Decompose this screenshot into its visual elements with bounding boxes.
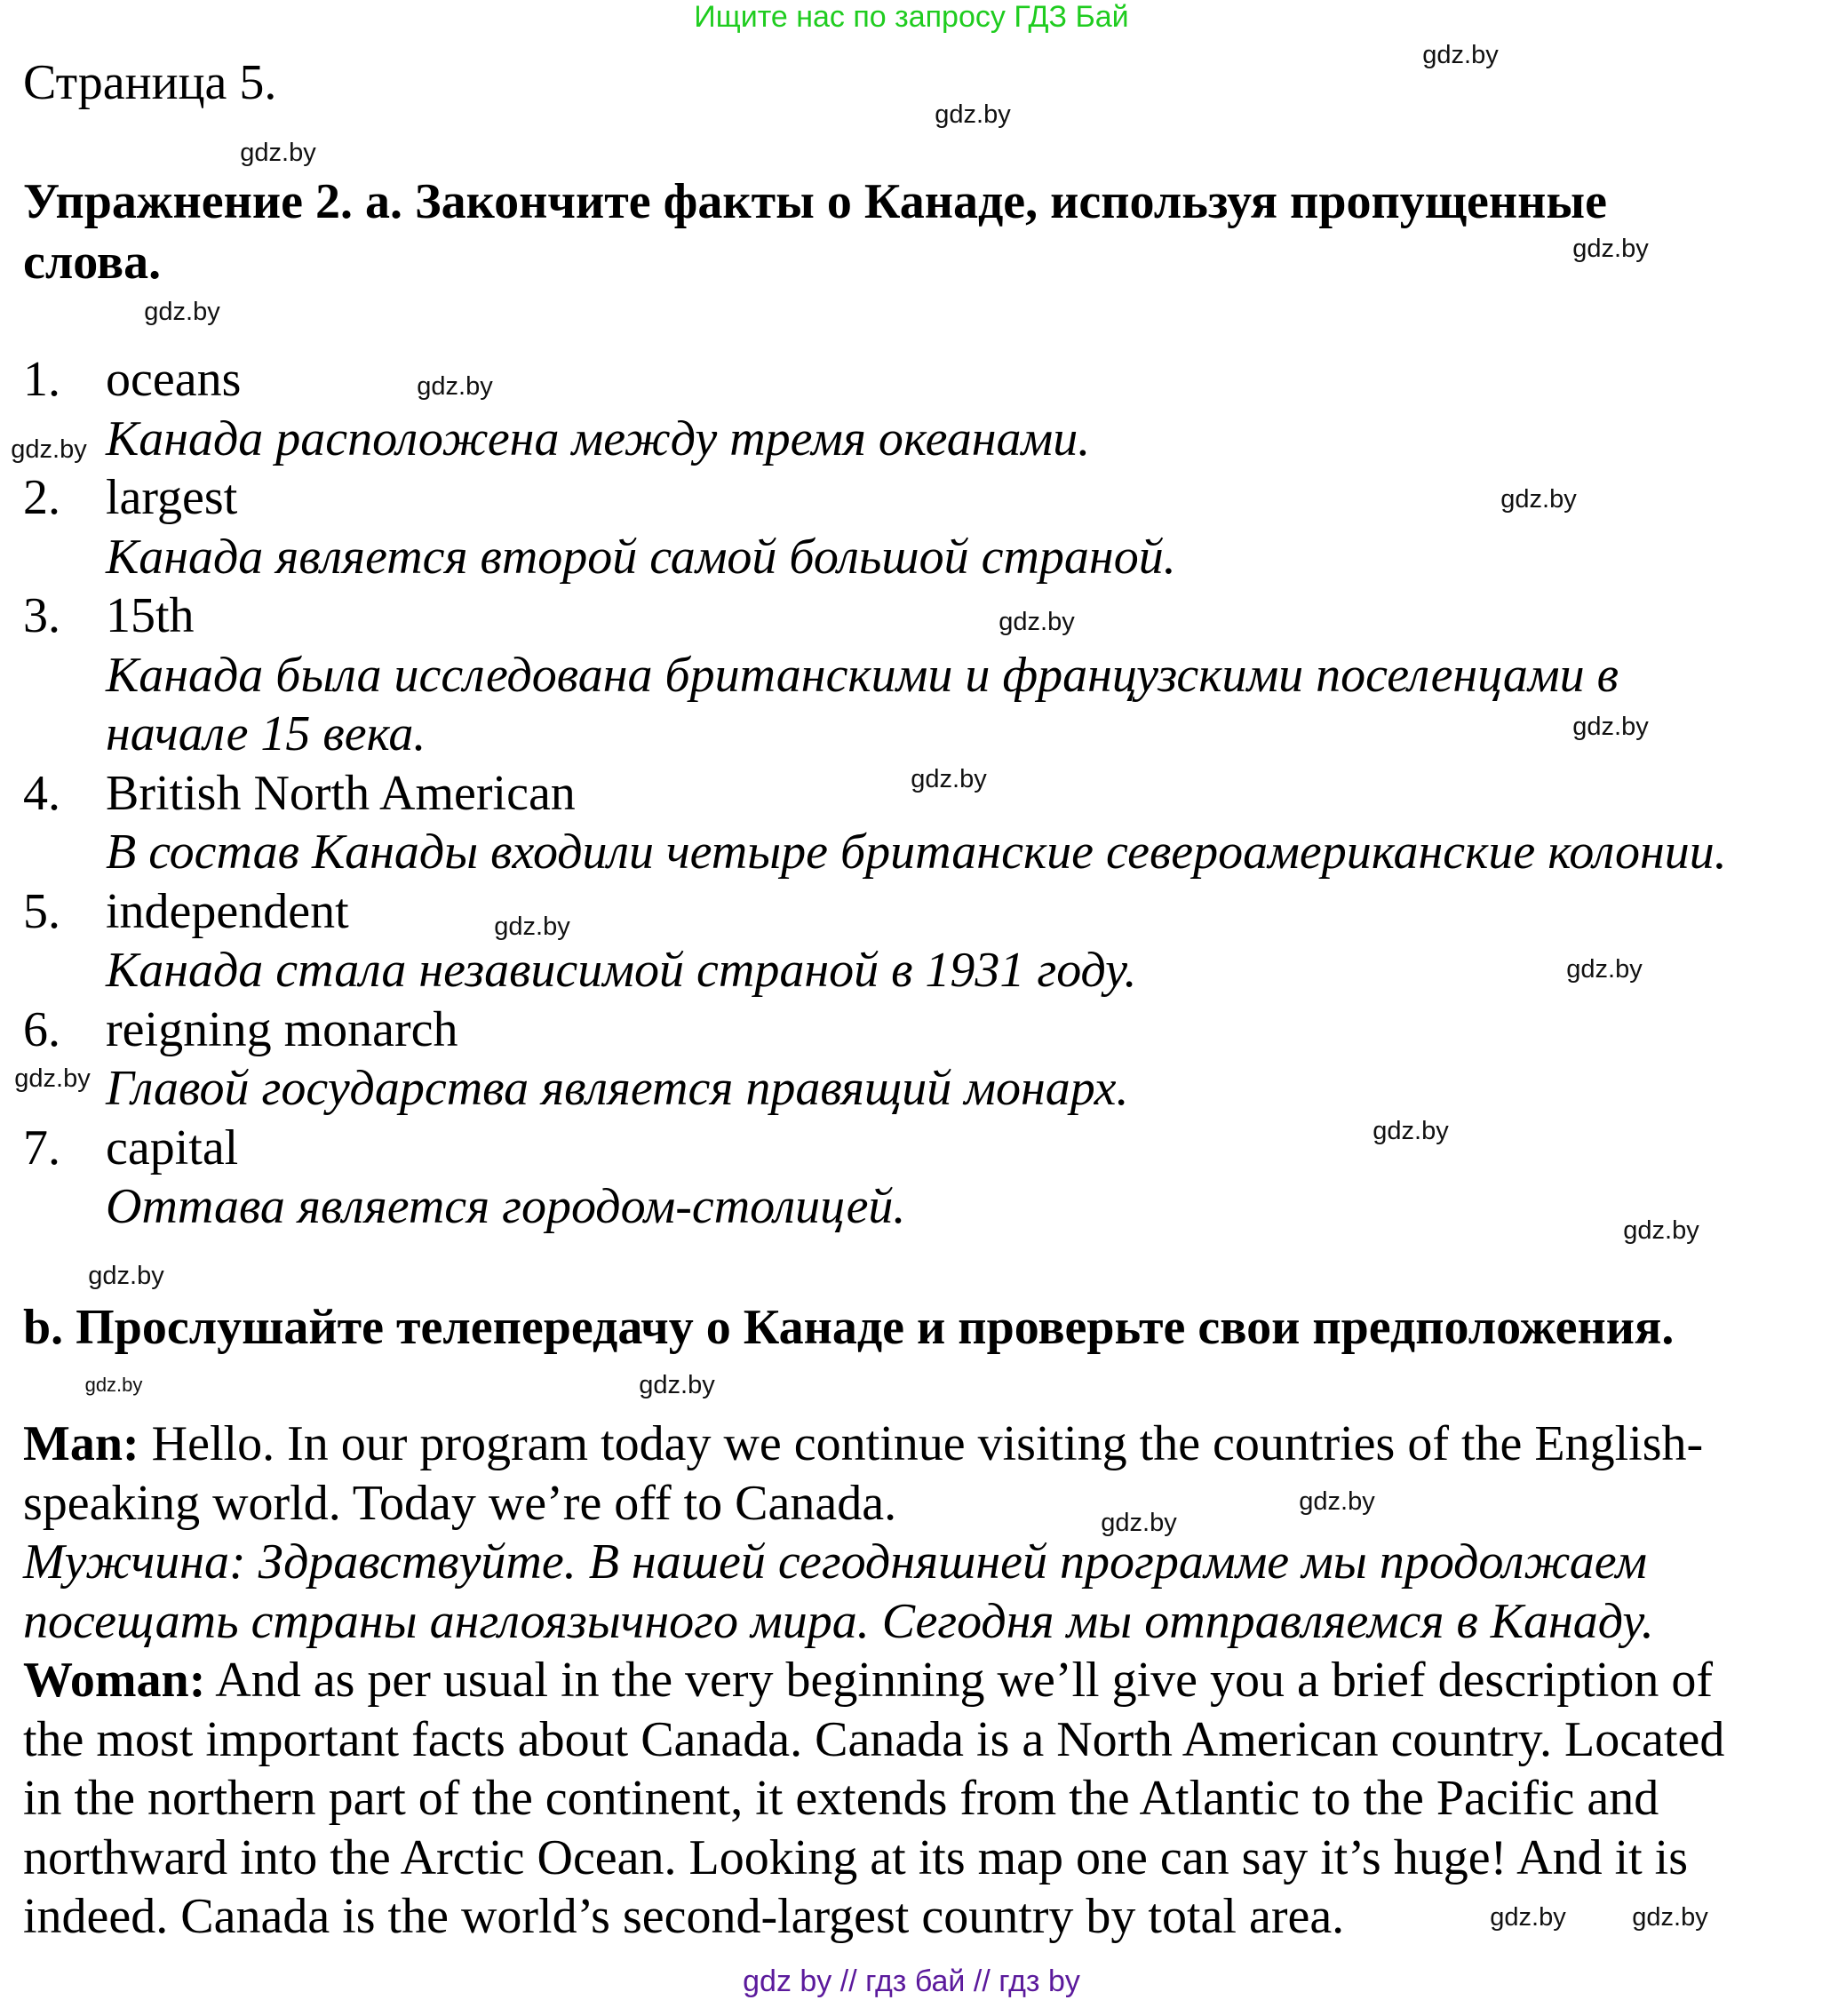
item-answer: independent (106, 883, 349, 939)
dialogue-text: in the northern part of the continent, it extends from the Atlantic to the Pacific and (23, 1771, 1659, 1826)
item-answer: capital (106, 1120, 239, 1175)
dialogue-line (23, 1710, 1724, 1769)
dialogue-line (23, 1829, 1688, 1887)
watermark-text: gdz.by (1101, 1509, 1177, 1537)
item-answer: 15th (106, 588, 195, 643)
watermark-text: gdz.by (240, 139, 316, 167)
dialogue-line (23, 1887, 1344, 1946)
dialogue-text: Hello. In our program today we continue visiting the countries of the English- (139, 1416, 1704, 1471)
dialogue-line (23, 1769, 1659, 1828)
dialogue-text: northward into the Arctic Ocean. Looking at its map one can say it’s huge! And it is (23, 1829, 1689, 1885)
item-number: 1. (23, 352, 60, 407)
item-answer: oceans (106, 352, 242, 407)
watermark-text: gdz.by (1490, 1903, 1566, 1932)
watermark-text: gdz.by (639, 1371, 715, 1399)
item-translation: Канада является второй самой большой страной. (106, 529, 1176, 585)
watermark-text: gdz.by (1299, 1487, 1375, 1516)
dialogue-text: And as per usual in the very beginning we’ll give you a brief description of (205, 1653, 1714, 1708)
item-number: 5. (23, 883, 60, 939)
part-b-title: b. Прослушайте телепередачу о Канаде и проверьте свои предположения. (23, 1300, 1675, 1355)
watermark-text: gdz.by (1623, 1216, 1699, 1245)
watermark-text: gdz.by (911, 765, 987, 793)
dialogue-text: speaking world. Today we’re off to Canada. (23, 1475, 897, 1531)
watermark-text: gdz.by (1572, 235, 1649, 263)
item-answer: largest (106, 470, 238, 525)
dialogue-line (23, 1474, 896, 1533)
list-item (23, 882, 349, 941)
item-number: 4. (23, 765, 60, 821)
item-number: 6. (23, 1001, 60, 1057)
watermark-text: gdz.by (1373, 1117, 1449, 1145)
list-item (23, 468, 237, 527)
search-banner[interactable]: Ищите нас по запросу ГДЗ Бай (694, 0, 1129, 34)
dialogue-line (23, 1414, 1703, 1473)
watermark-text: gdz.by (1632, 1903, 1708, 1932)
watermark-text: gdz.by (494, 912, 570, 941)
item-number: 3. (23, 588, 60, 643)
item-translation: начале 15 века. (106, 706, 426, 761)
watermark-text: gdz.by (417, 372, 493, 401)
dialogue-line (23, 1651, 1713, 1709)
exercise-title-line: Упражнение 2. a. Закончите факты о Канаде, используя пропущенные (23, 174, 1607, 229)
watermark-text: gdz.by (88, 1262, 164, 1290)
item-translation: Главой государства является правящий монарх. (106, 1061, 1129, 1116)
item-answer: reigning monarch (106, 1001, 458, 1057)
speaker-label: Woman: (23, 1653, 206, 1708)
item-translation: Оттава является городом-столицей. (106, 1179, 906, 1234)
watermark-text: gdz.by (144, 298, 220, 326)
watermark-text: gdz.by (999, 608, 1075, 636)
watermark-text: gdz.by (84, 1374, 143, 1396)
item-translation: Канада была исследована британскими и французскими поселенцами в (106, 647, 1619, 703)
watermark-text: gdz.by (1500, 485, 1577, 514)
watermark-text: gdz.by (1566, 955, 1643, 984)
list-item (23, 764, 576, 823)
exercise-title-line: слова. (23, 235, 162, 290)
item-translation: Канада расположена между тремя океанами. (106, 410, 1091, 466)
list-item (23, 586, 195, 645)
speaker-label: Man: (23, 1416, 139, 1471)
dialogue-line (23, 1592, 1654, 1651)
dialogue-text: indeed. Canada is the world’s second-largest country by total area. (23, 1889, 1345, 1944)
dialogue-text: the most important facts about Canada. Canada is a North American country. Located (23, 1711, 1725, 1767)
item-number: 7. (23, 1120, 60, 1175)
list-item (23, 1119, 238, 1177)
item-answer: British North American (106, 765, 576, 821)
dialogue-text: посещать страны англоязычного мира. Сегодня мы отправляемся в Канаду. (23, 1593, 1654, 1649)
list-item (23, 350, 241, 409)
item-number: 2. (23, 470, 60, 525)
dialogue-line (23, 1533, 1647, 1591)
watermark-text: gdz.by (14, 1064, 91, 1093)
list-item (23, 1000, 458, 1059)
watermark-text: gdz.by (1572, 713, 1649, 741)
watermark-text: gdz.by (1422, 41, 1499, 69)
page-label: Страница 5. (23, 55, 277, 110)
dialogue-text: Мужчина: Здравствуйте. В нашей сегодняшней программе мы продолжаем (23, 1534, 1647, 1590)
watermark-text: gdz.by (935, 100, 1011, 129)
watermark-text: gdz.by (11, 435, 87, 464)
item-translation: В состав Канады входили четыре британские североамериканские колонии. (106, 825, 1727, 880)
footer-links[interactable]: gdz by // гдз бай // гдз by (743, 1964, 1080, 1998)
item-translation: Канада стала независимой страной в 1931 году. (106, 943, 1137, 998)
